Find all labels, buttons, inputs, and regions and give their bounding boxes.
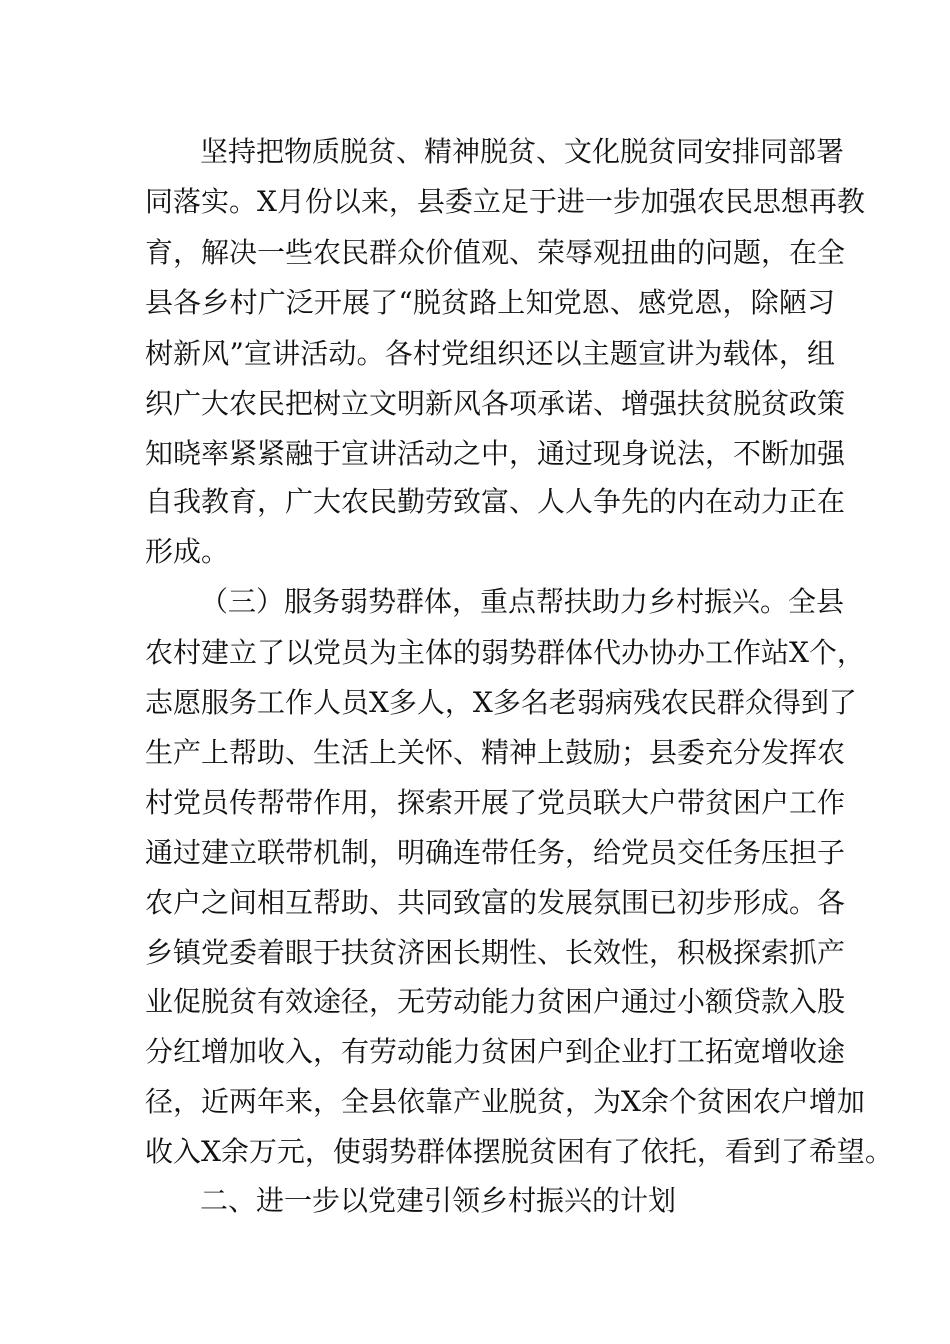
paragraph-line: 农户之间相互帮助、共同致富的发展氛围已初步形成。各 (145, 886, 846, 919)
paragraph-line: 织广大农民把树立文明新风各项承诺、增强扶贫脱贫政策 (145, 387, 846, 420)
paragraph-line: 乡镇党委着眼于扶贫济困长期性、长效性，积极探索抓产 (145, 936, 846, 969)
paragraph-line: 生产上帮助、生活上关怀、精神上鼓励；县委充分发挥农 (145, 736, 846, 769)
paragraph-line: 志愿服务工作人员X多人，X多名老弱病残农民群众得到了 (145, 686, 857, 719)
paragraph-line: 农村建立了以党员为主体的弱势群体代办协办工作站X个， (145, 636, 865, 669)
paragraph-line: 村党员传帮带作用，探索开展了党员联大户带贫困户工作 (145, 786, 846, 819)
paragraph-line: 业促脱贫有效途径，无劳动能力贫困户通过小额贷款入股 (145, 985, 846, 1018)
paragraph-line: 知晓率紧紧融于宣讲活动之中，通过现身说法，不断加强 (145, 437, 846, 470)
section-heading: 二、进一步以党建引领乡村振兴的计划 (200, 1184, 677, 1217)
paragraph-line: 分红增加收入，有劳动能力贫困户到企业打工拓宽增收途 (145, 1035, 846, 1068)
paragraph-line: 通过建立联带机制，明确连带任务，给党员交任务压担子 (145, 836, 846, 869)
paragraph-line: 形成。 (145, 535, 230, 568)
section-heading-line: （三）服务弱势群体，重点帮扶助力乡村振兴。全县 (200, 585, 845, 618)
paragraph-line: 县各乡村广泛开展了“脱贫路上知党恩、感党恩，除陋习 (145, 286, 835, 319)
paragraph-line: 育，解决一些农民群众价值观、荣辱观扭曲的问题，在全 (145, 236, 846, 269)
paragraph-line: 自我教育，广大农民勤劳致富、人人争先的内在动力正在 (145, 485, 846, 518)
paragraph-line: 径，近两年来，全县依靠产业脱贫，为X余个贫困农户增加 (145, 1085, 865, 1118)
paragraph-line: 树新风”宣讲活动。各村党组织还以主题宣讲为载体，组 (145, 337, 835, 370)
paragraph-line: 同落实。X月份以来，县委立足于进一步加强农民思想再教 (145, 185, 865, 218)
paragraph-line: 收入X余万元，使弱势群体摆脱贫困有了依托，看到了希望。 (145, 1135, 893, 1168)
paragraph-line: 坚持把物质脱贫、精神脱贫、文化脱贫同安排同部署 (200, 135, 845, 168)
